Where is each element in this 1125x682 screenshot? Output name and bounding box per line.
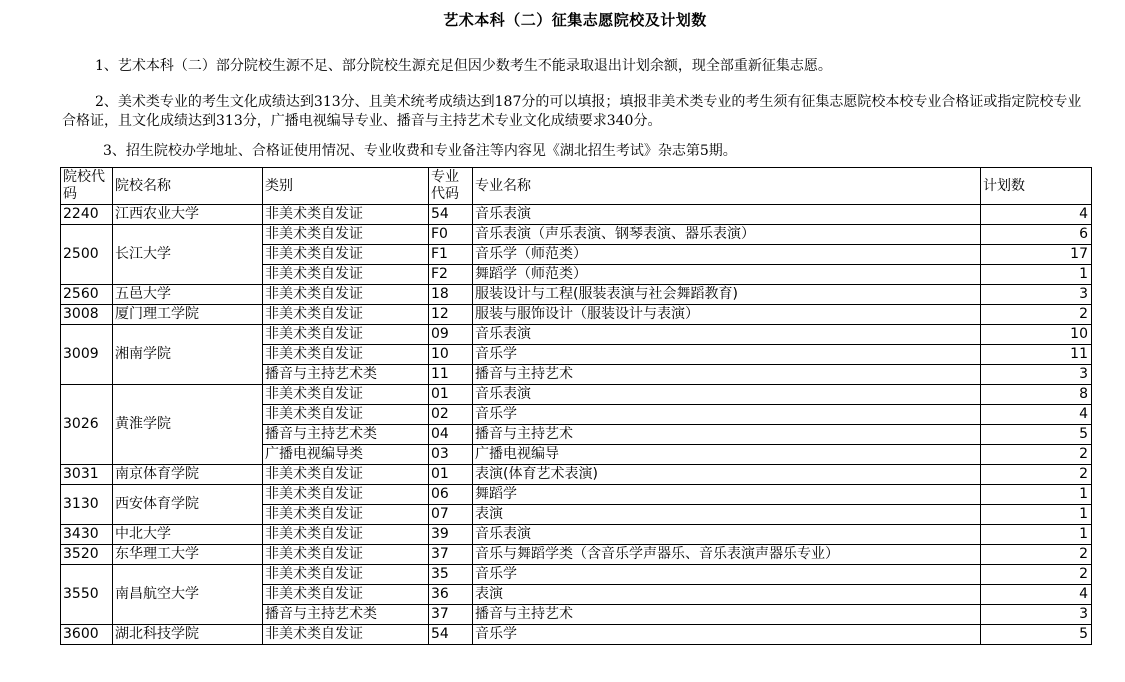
school-code-cell: 3430	[61, 525, 113, 545]
note-3: 3、招生院校办学地址、合格证使用情况、专业收费和专业备注等内容见《湖北招生考试》杂志第5期。	[103, 143, 737, 159]
major-name-cell: 音乐学（师范类）	[473, 245, 981, 265]
table-row	[61, 565, 1092, 585]
major-name-cell: 舞蹈学	[473, 485, 981, 505]
school-code-cell: 2240	[61, 205, 113, 225]
major-code-cell: 39	[429, 525, 473, 545]
major-name-cell: 音乐学	[473, 565, 981, 585]
school-code-cell: 3009	[61, 325, 113, 385]
school-code-cell: 3520	[61, 545, 113, 565]
plan-count-cell: 10	[981, 325, 1092, 345]
school-code-cell: 3600	[61, 625, 113, 645]
major-name-cell: 音乐与舞蹈学类（含音乐学声器乐、音乐表演声器乐专业）	[473, 545, 981, 565]
plan-count-cell: 1	[981, 265, 1092, 285]
major-name-cell: 舞蹈学（师范类）	[473, 265, 981, 285]
plan-count-cell: 17	[981, 245, 1092, 265]
major-code-cell: 36	[429, 585, 473, 605]
category-cell: 非美术类自发证	[263, 265, 429, 285]
major-code-cell: 09	[429, 325, 473, 345]
plan-count-cell: 3	[981, 605, 1092, 625]
category-cell: 播音与主持艺术类	[263, 605, 429, 625]
plan-count-cell: 5	[981, 625, 1092, 645]
table-row	[61, 525, 1092, 545]
school-name-cell: 江西农业大学	[113, 205, 263, 225]
header-school-name: 院校名称	[113, 168, 263, 205]
major-name-cell: 表演	[473, 585, 981, 605]
school-code-cell: 3550	[61, 565, 113, 625]
major-name-cell: 播音与主持艺术	[473, 605, 981, 625]
category-cell: 播音与主持艺术类	[263, 425, 429, 445]
table-row	[61, 385, 1092, 405]
category-cell: 非美术类自发证	[263, 285, 429, 305]
major-name-cell: 音乐表演	[473, 325, 981, 345]
category-cell: 非美术类自发证	[263, 305, 429, 325]
major-code-cell: 07	[429, 505, 473, 525]
plan-count-cell: 4	[981, 585, 1092, 605]
major-name-cell: 音乐表演（声乐表演、钢琴表演、器乐表演）	[473, 225, 981, 245]
table-row	[61, 625, 1092, 645]
school-name-cell: 南京体育学院	[113, 465, 263, 485]
major-code-cell: 11	[429, 365, 473, 385]
school-name-cell: 黄淮学院	[113, 385, 263, 465]
school-code-cell: 3026	[61, 385, 113, 465]
category-cell: 非美术类自发证	[263, 225, 429, 245]
major-code-cell: 12	[429, 305, 473, 325]
major-code-cell: F1	[429, 245, 473, 265]
major-name-cell: 播音与主持艺术	[473, 365, 981, 385]
category-cell: 非美术类自发证	[263, 545, 429, 565]
plan-count-cell: 4	[981, 205, 1092, 225]
plan-count-cell: 2	[981, 545, 1092, 565]
major-code-cell: 54	[429, 205, 473, 225]
header-major-name: 专业名称	[473, 168, 981, 205]
plan-table	[60, 167, 1092, 645]
major-code-cell: 03	[429, 445, 473, 465]
category-cell: 广播电视编导类	[263, 445, 429, 465]
plan-count-cell: 3	[981, 285, 1092, 305]
header-plan: 计划数	[981, 168, 1092, 205]
major-code-cell: 01	[429, 385, 473, 405]
category-cell: 非美术类自发证	[263, 205, 429, 225]
note-1: 1、艺术本科（二）部分院校生源不足、部分院校生源充足但因少数考生不能录取退出计划余额，现全部重新征集志愿。	[95, 58, 832, 74]
major-code-cell: 54	[429, 625, 473, 645]
major-code-cell: 06	[429, 485, 473, 505]
school-name-cell: 中北大学	[113, 525, 263, 545]
plan-count-cell: 5	[981, 425, 1092, 445]
header-school-code: 院校代码	[61, 168, 113, 205]
plan-count-cell: 2	[981, 465, 1092, 485]
plan-count-cell: 3	[981, 365, 1092, 385]
plan-count-cell: 4	[981, 405, 1092, 425]
school-name-cell: 东华理工大学	[113, 545, 263, 565]
table-row	[61, 465, 1092, 485]
school-name-cell: 长江大学	[113, 225, 263, 285]
major-name-cell: 音乐表演	[473, 525, 981, 545]
plan-count-cell: 8	[981, 385, 1092, 405]
table-row	[61, 225, 1092, 245]
category-cell: 非美术类自发证	[263, 625, 429, 645]
category-cell: 非美术类自发证	[263, 485, 429, 505]
major-code-cell: 18	[429, 285, 473, 305]
major-code-cell: 35	[429, 565, 473, 585]
major-name-cell: 音乐学	[473, 625, 981, 645]
major-name-cell: 服装与服饰设计（服装设计与表演）	[473, 305, 981, 325]
category-cell: 非美术类自发证	[263, 345, 429, 365]
table-row	[61, 545, 1092, 565]
category-cell: 非美术类自发证	[263, 325, 429, 345]
school-code-cell: 2560	[61, 285, 113, 305]
major-name-cell: 服装设计与工程(服装表演与社会舞蹈教育)	[473, 285, 981, 305]
school-code-cell: 3008	[61, 305, 113, 325]
major-code-cell: F0	[429, 225, 473, 245]
category-cell: 播音与主持艺术类	[263, 365, 429, 385]
category-cell: 非美术类自发证	[263, 405, 429, 425]
header-category: 类别	[263, 168, 429, 205]
major-name-cell: 音乐学	[473, 405, 981, 425]
table-row	[61, 325, 1092, 345]
major-code-cell: 02	[429, 405, 473, 425]
school-name-cell: 湘南学院	[113, 325, 263, 385]
table-row	[61, 205, 1092, 225]
plan-count-cell: 2	[981, 445, 1092, 465]
school-name-cell: 湖北科技学院	[113, 625, 263, 645]
major-name-cell: 音乐表演	[473, 385, 981, 405]
table-header-row	[61, 168, 1092, 205]
school-name-cell: 厦门理工学院	[113, 305, 263, 325]
table-row	[61, 305, 1092, 325]
major-name-cell: 广播电视编导	[473, 445, 981, 465]
major-code-cell: 37	[429, 545, 473, 565]
note-2: 2、美术类专业的考生文化成绩达到313分、且美术统考成绩达到187分的可以填报；填报非美术类专业的考生须有征集志愿院校本校专业合格证或指定院校专业合格证，且文化成绩达到313分，广播电视编导专业、播音与主持艺术专业文化成绩要求340分。	[62, 94, 1082, 129]
school-name-cell: 西安体育学院	[113, 485, 263, 525]
major-code-cell: 37	[429, 605, 473, 625]
plan-count-cell: 2	[981, 305, 1092, 325]
plan-count-cell: 1	[981, 485, 1092, 505]
school-code-cell: 3031	[61, 465, 113, 485]
category-cell: 非美术类自发证	[263, 525, 429, 545]
school-code-cell: 3130	[61, 485, 113, 525]
major-code-cell: 04	[429, 425, 473, 445]
plan-count-cell: 2	[981, 565, 1092, 585]
category-cell: 非美术类自发证	[263, 505, 429, 525]
plan-count-cell: 1	[981, 525, 1092, 545]
category-cell: 非美术类自发证	[263, 385, 429, 405]
major-name-cell: 播音与主持艺术	[473, 425, 981, 445]
plan-count-cell: 11	[981, 345, 1092, 365]
plan-table-body	[61, 205, 1092, 645]
table-row	[61, 485, 1092, 505]
category-cell: 非美术类自发证	[263, 245, 429, 265]
plan-count-cell: 1	[981, 505, 1092, 525]
major-name-cell: 表演	[473, 505, 981, 525]
school-name-cell: 五邑大学	[113, 285, 263, 305]
major-code-cell: 01	[429, 465, 473, 485]
category-cell: 非美术类自发证	[263, 585, 429, 605]
header-major-code: 专业代码	[429, 168, 473, 205]
major-name-cell: 音乐表演	[473, 205, 981, 225]
major-code-cell: F2	[429, 265, 473, 285]
category-cell: 非美术类自发证	[263, 465, 429, 485]
page-title: 艺术本科（二）征集志愿院校及计划数	[443, 11, 707, 29]
category-cell: 非美术类自发证	[263, 565, 429, 585]
table-row	[61, 285, 1092, 305]
major-name-cell: 表演(体育艺术表演)	[473, 465, 981, 485]
school-name-cell: 南昌航空大学	[113, 565, 263, 625]
major-name-cell: 音乐学	[473, 345, 981, 365]
major-code-cell: 10	[429, 345, 473, 365]
plan-count-cell: 6	[981, 225, 1092, 245]
school-code-cell: 2500	[61, 225, 113, 285]
